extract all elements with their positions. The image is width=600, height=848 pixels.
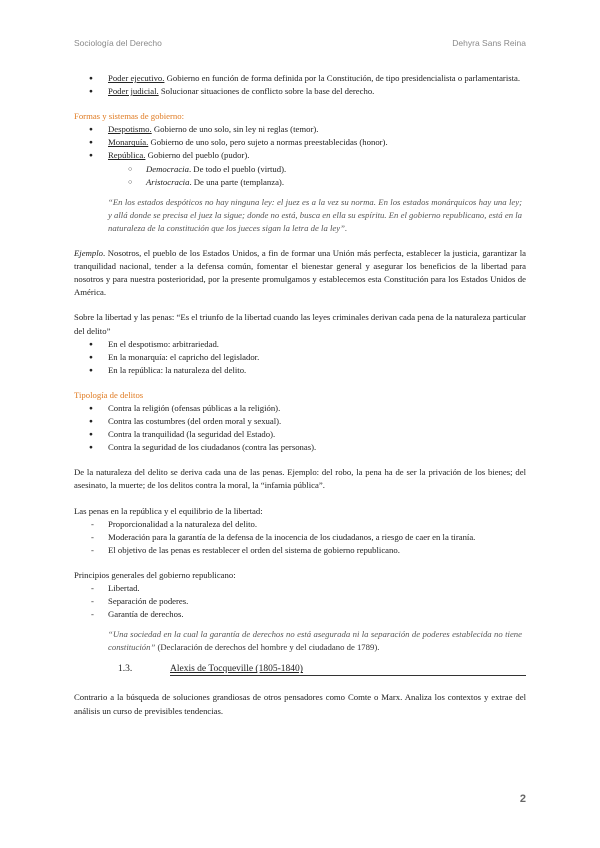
list-item: ● Contra las costumbres (del orden moral y sexual).: [74, 415, 526, 428]
list-item: ○ Aristocracia. De una parte (templanza).: [74, 176, 526, 189]
libertad-list: [74, 338, 526, 377]
heading-formas: Formas y sistemas de gobierno:: [74, 111, 185, 122]
list-item: ● Despotismo. Gobierno de uno solo, sin ley ni reglas (temor).: [74, 123, 526, 136]
list-item: - Separación de poderes.: [74, 595, 526, 608]
list-item: ● En el despotismo: arbitrariedad.: [74, 338, 526, 351]
list-item: ● Contra la tranquilidad (la seguridad del Estado).: [74, 428, 526, 441]
page-number: 2: [519, 793, 526, 805]
list-item: ● Contra la seguridad de los ciudadanos (contra las personas).: [74, 441, 526, 454]
list-item: ● Poder ejecutivo. Gobierno en función de forma definida por la Constitución, de tipo presidencialista o parlamentarista.: [74, 72, 526, 85]
list-item: - El objetivo de las penas es restablecer el orden del sistema de gobierno republicano.: [74, 544, 526, 557]
tocqueville-paragraph: Contrario a la búsqueda de soluciones grandiosas de otros pensadores como Comte o Marx. Analiza los contextos y extrae del análisis un curso de previsibles tendencias.: [74, 692, 526, 716]
page-body: [74, 72, 526, 718]
list-item: ○ Democracia. De todo el pueblo (virtud).: [74, 163, 526, 176]
section-number: 1.3.: [118, 664, 133, 675]
section-rule: [170, 675, 526, 676]
list-item: ● En la monarquía: el capricho del legislador.: [74, 351, 526, 364]
list-item: - Proporcionalidad a la naturaleza del delito.: [74, 518, 526, 531]
running-header-title: Sociología del Derecho: [74, 38, 162, 48]
term: Poder ejecutivo.: [108, 73, 165, 83]
running-header-author: Dehyra Sans Reina: [452, 38, 526, 48]
penas-intro: Las penas en la república y el equilibrio de la libertad:: [74, 505, 263, 516]
heading-tipologia: Tipología de delitos: [74, 389, 144, 400]
libertad-intro: Sobre la libertad y las penas: “Es el triunfo de la libertad cuando las leyes criminales derivan cada pena de la naturaleza particular del delito”: [74, 312, 526, 336]
penas-list: [74, 518, 526, 557]
list-item: ● República. Gobierno del pueblo (pudor).: [74, 149, 526, 162]
section-heading: [74, 663, 526, 679]
list-item: ● Monarquía. Gobierno de uno solo, pero sujeto a normas preestablecidas (honor).: [74, 136, 526, 149]
republica-sublist: [74, 163, 526, 189]
powers-list: [74, 72, 526, 98]
list-item: ● Poder judicial. Solucionar situaciones de conflicto sobre la base del derecho.: [74, 85, 526, 98]
list-item: - Libertad.: [74, 582, 526, 595]
montesquieu-quote: “En los estados despóticos no hay ninguna ley: el juez es a la vez su norma. En los estados monárquicos hay una ley; y allá donde se precisa el juez la sigue; donde no está, busca en ella su espíritu. En el gobierno republicano, está en la naturaleza de la constitución que los jueces sigan la letra de la ley”.: [108, 196, 522, 233]
principios-list: [74, 582, 526, 621]
ejemplo-paragraph: Ejemplo. Nosotros, el pueblo de los Estados Unidos, a fin de formar una Unión más perfecta, establecer la justicia, garantizar la tranquilidad nacional, tender a la defensa común, fomentar el bienestar general y asegurar los beneficios de la libertad para nosotros y para nuestra posterioridad, por la presente promulgamos y establecemos esta Constitución para los Estados Unidos de América.: [74, 248, 526, 298]
tipologia-list: [74, 402, 526, 454]
list-item: ● Contra la religión (ofensas públicas a la religión).: [74, 402, 526, 415]
term: Poder judicial.: [108, 86, 159, 97]
list-item: ● En la república: la naturaleza del delito.: [74, 364, 526, 377]
naturaleza-paragraph: De la naturaleza del delito se deriva cada una de las penas. Ejemplo: del robo, la pena ha de ser la privación de los bienes; del asesinato, la muerte; de los delitos contra la moral, la “infamia pública”.: [74, 467, 526, 491]
principios-intro: Principios generales del gobierno republicano:: [74, 569, 236, 580]
declaracion-quote: “Una sociedad en la cual la garantía de derechos no está asegurada ni la separación de poderes establecida no tiene constitución” (Declaración de derechos del hombre y del ciudadano de 1789).: [108, 629, 522, 653]
section-title: Alexis de Tocqueville (1805-1840): [170, 664, 303, 675]
list-item: - Moderación para la garantía de la defensa de la inocencia de los ciudadanos, a riesgo de caer en la tiranía.: [74, 531, 526, 544]
formas-list: [74, 123, 526, 162]
list-item: - Garantía de derechos.: [74, 608, 526, 621]
